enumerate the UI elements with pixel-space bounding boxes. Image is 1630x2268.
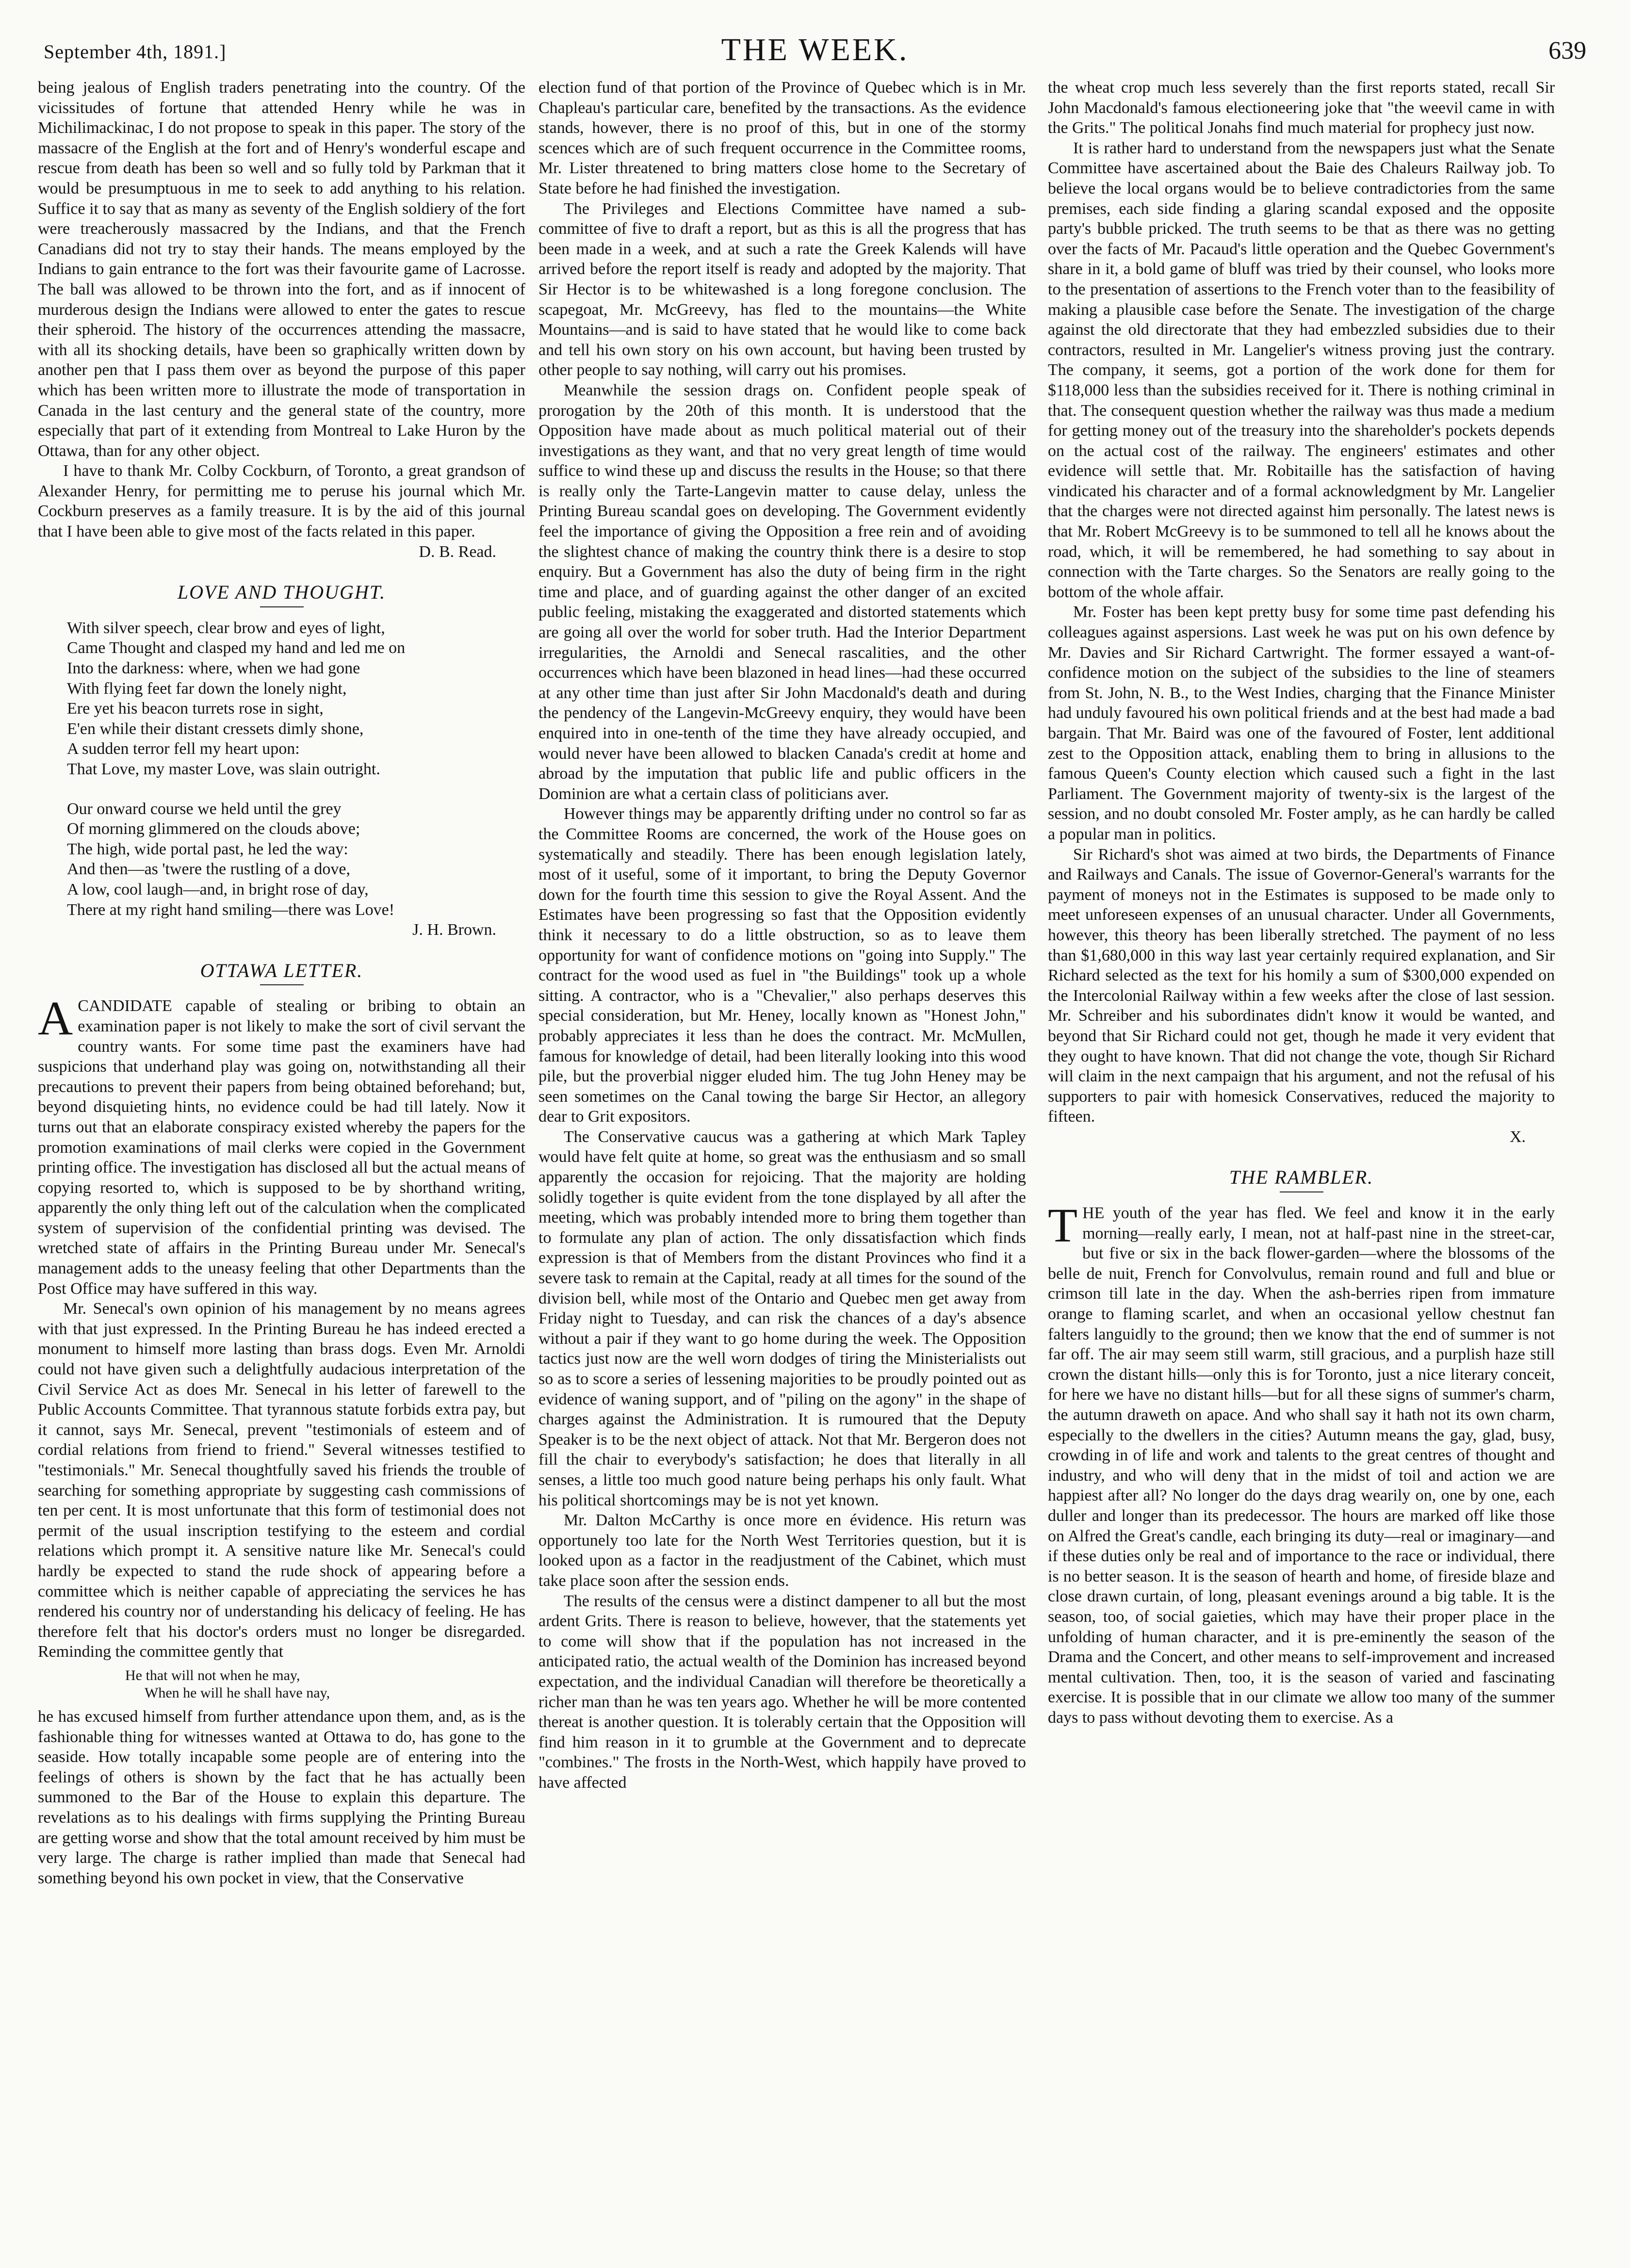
poem-line: E'en while their distant cressets dimly shone,: [67, 719, 364, 738]
poem-line: With silver speech, clear brow and eyes of light,: [67, 619, 385, 637]
section-rule: [1280, 1191, 1323, 1192]
poem-line: Ere yet his beacon turrets rose in sight,: [67, 700, 324, 718]
poem-line: And then—as 'twere the rustling of a dove,: [67, 860, 350, 879]
letter-paragraph: he has excused himself from further attendance upon them, and, as is the fashionable thing for witnesses wanted at Ottawa to do, has gone to the seaside. How totally incapable some people are of entering into the feelings of others is shown by the fact that he has actually been summoned to the Bar of the House to explain this departure. The revelations as to his dealings with firms supplying the Printing Bureau are getting worse and show that the total amount received by him must be very large. The charge is rather implied than made that Senecal had something beyond his own pocket in view, that the Conservative: [38, 1707, 525, 1887]
poem-line: With flying feet far down the lonely night,: [67, 679, 347, 698]
stanza-gap: [67, 780, 525, 799]
poem: [67, 618, 525, 920]
poem-line: That Love, my master Love, was slain outright.: [67, 760, 380, 778]
letter-paragraph: However things may be apparently drifting under no control so far as the Committee Rooms are concerned, the work of the House goes on systematically and steadily. There has been enough legislation lately, most of it useful, some of it important, to bring the Deputy Governor down for the fourth time this session to give the Royal Assent. And the Estimates have been progressing so fast that the Opposition evidently think it necessary to do a little obstruction, so as to leave them opportunity for want of confidence motions on "going into Supply." The contract for the wood used as fuel in "the Buildings" took up a whole sitting. A contractor, who is a "Chevalier," also perhaps deserves this special consideration, but Mr. Heney, locally known as "Honest John," probably appreciates it less than he does the contract. Mr. McMullen, famous for knowledge of detail, had been literally looking into this wood pile, but the proverbial nigger eluded him. The tug John Heney may be seen sometimes on the Canal towing the barge Sir Hector, an allegory dear to Grit expositors.: [538, 805, 1026, 1126]
poem-line: Came Thought and clasped my hand and led me on: [67, 639, 406, 657]
poem-line: Of morning glimmered on the clouds above;: [67, 820, 360, 838]
letter-paragraph: ACANDIDATE capable of stealing or bribing to obtain an examination paper is not likely to make the sort of civil servant the country wants. For some time past the examiners have had suspicions that underhand play was going on, notwithstanding all their precautions to prevent their papers from being obtained beforehand; but, beyond disquieting hints, no evidence could be had till lately. Now it turns out that an elaborate conspiracy existed whereby the papers for the promotion examinations of mail clerks were copied in the Government printing office. The investigation has disclosed all but the actual means of copying resorted to, which is supposed to be by shorthand writing, apparently the only thing left out of the calculation when the complicated system of supervision of the confidential printing was devised. The wretched state of affairs in the Printing Bureau under Mr. Senecal's management adds to the uneasy feeling that other Departments than the Post Office may have suffered in this way.: [38, 991, 525, 1298]
letter-signature: X.: [1509, 1127, 1526, 1146]
poem-line: There at my right hand smiling—there was Love!: [67, 900, 395, 919]
letter-paragraph: Meanwhile the session drags on. Confident people speak of prorogation by the 20th of this month. It is understood that the Opposition have made about as much political material out of their investigations as they want, and that no very great length of time would suffice to wind these up and discuss the results in the House; so that there is really only the Tarte-Langevin matter to cause delay, unless the Printing Bureau scandal goes on developing. The Government evidently feel the importance of giving the Opposition a free rein and of avoiding the slightest chance of making the country think there is a desire to stop enquiry. But a Government has also the duty of being firm in the right time and place, and of guarding against the other danger of an excited public feeling, mistaking the exaggerated and distorted statements which are going all over the world for sober truth. Had the Interior Department irregularities, the Arnoldi and Senecal rascalities, and the other occurrences which have been blazoned in head lines—had these occurred at any other time than just after Sir John Macdonald's death and during the pendency of the Langevin-McGreevy enquiry, they would have been enquired into in one-tenth of the time they have already occupied, and would never have been allowed to blacken Canada's credit at home and abroad by the imputation that public life and public officers in the Dominion are what a certain class of politicians aver.: [538, 381, 1026, 803]
issue-date: September 4th, 1891.]: [44, 41, 227, 63]
poem-line: A sudden terror fell my heart upon:: [67, 740, 300, 758]
article-continuation-paragraph: I have to thank Mr. Colby Cockburn, of Toronto, a great grandson of Alexander Henry, for permitting me to peruse his journal which Mr. Cockburn preserves as a family treasure. It is by the aid of this journal that I have been able to give most of the facts related in this paper.: [38, 462, 525, 541]
letter-paragraph: Mr. Senecal's own opinion of his management by no means agrees with that just expressed. In the Printing Bureau he has indeed erected a monument to himself more lasting than brass dogs. Even Mr. Arnoldi could not have given such a delightfully audacious interpretation of the Civil Service Act as does Mr. Senecal in his letter of farewell to the Public Accounts Committee. That tyrannous statute forbids extra pay, but it cannot, says Mr. Senecal, prevent "testimonials of esteem and of cordial relations from friend to friend." Several witnesses testified to "testimonials." Mr. Senecal thoughtfully saved his friends the trouble of searching for something appropriate by suggesting cash commissions of ten per cent. It is most unfortunate that this form of testimonial does not permit of the usual inscription testifying to the esteem and cordial relations which prompt it. A sensitive nature like Mr. Senecal's could hardly be expected to stand the rude shock of appearing before a committee which is neither capable of appreciating the services he has rendered his country nor of understanding his delicacy of feeling. He has therefore felt that his doctor's orders must no longer be disregarded. Reminding the committee gently that: [38, 1300, 525, 1661]
column-right: [1048, 78, 1555, 1728]
rambler-title: THE RAMBLER.: [1229, 1166, 1374, 1189]
letter-paragraph: The results of the census were a distinct dampener to all but the most ardent Grits. There is reason to believe, however, that the statements yet to come will show that if the population has not increased in the anticipated ratio, the actual wealth of the Dominion has increased beyond expectation, and the individual Canadian will therefore be theoretically a richer man than he was ten years ago. Whether he will be more contented thereat is another question. It is tolerably certain that the Opposition will find him reason in it to grumble at the Government and to deprecate "combines." The frosts in the North-West, which happily have proved to have affected: [538, 1592, 1026, 1792]
poem-line: The high, wide portal past, he led the way:: [67, 840, 348, 858]
publication-title: THE WEEK.: [721, 32, 909, 67]
verse-quote: [125, 1667, 525, 1702]
letter-paragraph: election fund of that portion of the Province of Quebec which is in Mr. Chapleau's particular care, benefited by the transactions. As the evidence stands, however, there is no proof of this, but in one of the stormy scences which are of such frequent occurrence in the Committee rooms, Mr. Lister threatened to bring matters close home to the Secretary of State before he had finished the investigation.: [538, 79, 1026, 197]
letter-paragraph: Mr. Dalton McCarthy is once more en évidence. His return was opportunely too late for the North West Territories question, but it is looked upon as a factor in the readjustment of the Cabinet, which must take place soon after the session ends.: [538, 1511, 1026, 1590]
quote-line: He that will not when he may,: [125, 1667, 300, 1683]
poem-title: LOVE AND THOUGHT.: [177, 581, 386, 604]
letter-paragraph: Mr. Foster has been kept pretty busy for some time past defending his colleagues against aspersions. Last week he was put on his own defence by Mr. Davies and Sir Richard Cartwright. The former essayed a want-of-confidence motion on the subject of the subsidies to the line of steamers from St. John, N. B., to the West Indies, charging that the Finance Minister had unduly favoured his own political friends and at the best had made a bad bargain. That Mr. Baird was one of the favoured of Foster, lent additional zest to the Opposition attack, enabling them to bring in allusions to the famous Queen's County election which caused such a fight in the last Parliament. The Government majority of twenty-six is the largest of the session, and no doubt consoled Mr. Foster amply, as he can hardly be called a popular man in politics.: [1048, 603, 1555, 843]
poem-line: A low, cool laugh—and, in bright rose of day,: [67, 880, 369, 898]
letter-paragraph: The Conservative caucus was a gathering at which Mark Tapley would have felt quite at home, so great was the enthusiasm and so small apparently the occasion for rejoicing. That the majority are holding solidly together is quite evident from the tone displayed by all after the meeting, which was probably intended more to bring them together than to formulate any plan of action. The only dissatisfaction which finds expression is that of Members from the distant Provinces who find it a severe task to remain at the Capital, ready at all times for the sound of the division bell, while most of the Ontario and Quebec men get away from Friday night to Tuesday, and can risk the chances of a day's absence without a pair if they want to go home during the week. The Opposition tactics just now are the well worn dodges of tiring the Ministerialists out so as to score a series of lessening majorities to be proudly pointed out as evidence of waning support, and of "piling on the agony" in the shape of charges against the Administration. It is rumoured that the Deputy Speaker is to be the next object of attack. Not that Mr. Bergeron does not fill the chair to everybody's satisfaction; he does that literally in all senses, a little too much good nature being perhaps his only fault. What his political shortcomings may be is not yet known.: [538, 1127, 1026, 1509]
letter-paragraph: It is rather hard to understand from the newspapers just what the Senate Committee have ascertained about the Baie des Chaleurs Railway job. To believe the local organs would be to believe contradictories from the same premises, each side finding a glaring scandal exposed and the opposite party's bubble pricked. The truth seems to be that as there was no getting over the facts of Mr. Pacaud's little operation and the Quebec Government's share in it, a bold game of bluff was tried by their counsel, who looks more to the presentation of assertions to the French voter than to the feasibility of making a plausible case before the Senate. The investigation of the charge against the old directorate that they had embezzled subsidies due to their contractors, resulted in Mr. Langelier's witness proving just the contrary. The company, it seems, got a portion of the work done for them for $118,000 less than the subsidies received for it. There is nothing criminal in that. The consequent question whether the railway was thus made a medium for getting money out of the treasury into the shareholder's pockets depends on the actual cost of the railway. The engineers' estimates and other evidence will settle that. Mr. Robitaille has the satisfaction of having vindicated his character and of a formal acknowledgment by Mr. Langelier that the charges were not directed against him personally. The latest news is that Mr. Robert McGreevy is to be summoned to tell all he knows about the road, which, it will be remembered, he had something to say about in connection with the Tarte charges. So the Senators are really going to the bottom of the whole affair.: [1048, 139, 1555, 601]
poem-line: Into the darkness: where, when we had gone: [67, 659, 360, 678]
author-signature: D. B. Read.: [419, 542, 496, 561]
poem-author: J. H. Brown.: [412, 921, 496, 939]
rambler-paragraph: THE youth of the year has fled. We feel and know it in the early morning—really early, I mean, not at half-past nine in the street-car, but five or six in the back flower-garden—where the blossoms of the belle de nuit, French for Convolvulus, remain round and full and blue or crimson till late in the day. When the ash-berries ripen from immature orange to flaming scarlet, and when an occasional yellow chestnut fan falters languidly to the ground; then we know that the end of summer is not far off. The air may seem still warm, still gracious, and a purplish haze still crown the distant hills—only this is for Toronto, just a nice literary conceit, for here we have no distant hills—but for all these signs of summer's charm, the autumn draweth on apace. And who shall say it hath not its own charm, especially to the dwellers in the cities? Autumn means the gay, glad, busy, crowding in of life and work and talents to the great centres of thought and industry, and who will deny that in the midst of toil and action we are happiest after all? No longer do the days drag wearily on, one by one, each duller and longer than its predecessor. The hours are marked off like those on Alfred the Great's candle, each bringing its duty—real or imaginary—and if these duties only be real and of importance to the race or individual, there is no better season. It is the season of hearth and home, of fireside blaze and close drawn curtain, of long, pleasant evenings around a big table. It is the season, too, of social gaieties, which may have their proper place in the unfolding of human character, and it is pre-eminently the season of the Drama and the Concert, and other means to self-improvement and increased mental cultivation. Then, too, it is the season of varied and fascinating exercise. It is possible that in our climate we allow too many of the summer days to pass without devoting them to exercise. As a: [1048, 1198, 1555, 1727]
poem-line: Our onward course we held until the grey: [67, 800, 342, 818]
letter-paragraph: the wheat crop much less severely than the first reports stated, recall Sir John Macdonald's famous electioneering joke that "the weevil came in with the Grits." The political Jonahs find much material for prophecy just now.: [1048, 79, 1555, 137]
quote-line: When he will he shall have nay,: [145, 1684, 330, 1701]
letter-paragraph: The Privileges and Elections Committee have named a sub-committee of five to draft a report, but as this is all the progress that has been made in a week, and at such a rate the Greek Kalends will have arrived before the report itself is ready and adopted by the majority. That Sir Hector is to be whitewashed is a long foregone conclusion. The scapegoat, Mr. McGreevy, has fled to the mountains—the White Mountains—and is said to have stated that he would like to come back and tell his own story on his own account, but having been trusted by other people to say nothing, will carry out his promises.: [538, 199, 1026, 379]
column-middle: [538, 78, 1026, 1793]
section-rule: [260, 606, 304, 607]
column-left: [38, 78, 525, 1888]
letter-title: OTTAWA LETTER.: [200, 959, 363, 981]
page-header: [44, 27, 1586, 70]
letter-paragraph: Sir Richard's shot was aimed at two birds, the Departments of Finance and Railways and Canals. The issue of Governor-General's warrants for the payment of moneys not in the Estimates is supposed to be made only to meet unforeseen expenses of an unusual character. Under all Governments, however, this theory has been liberally stretched. The payment of no less than $1,680,000 in this way last year certainly required explanation, and Sir Richard selected as the text for his homily a sum of $300,000 expended on the Intercolonial Railway within a few weeks after the close of last session. Mr. Schreiber and his subordinates didn't know it would be wanted, and beyond that Sir Richard could not get, though he made it very evident that they ought to have known. That did not change the vote, though Sir Richard will claim in the next campaign that his argument, and not the refusal of his supporters to pair with homesick Conservatives, reduced the majority to fifteen.: [1048, 845, 1555, 1126]
article-continuation-paragraph: being jealous of English traders penetrating into the country. Of the vicissitudes of fortune that attended Henry while he was in Michilimackinac, I do not propose to speak in this paper. The story of the massacre of the English at the fort and of Henry's wonderful escape and rescue from death has been so well and so fully told by Parkman that it would be presumptuous in me to seek to add anything to his relation. Suffice it to say that as many as seventy of the English soldiery of the fort were treacherously massacred by the Indians, and that the French Canadians did not try to stay their hands. The means employed by the Indians to gain entrance to the fort was their favourite game of Lacrosse. The ball was allowed to be thrown into the fort, and as if innocent of murderous design the Indians were allowed to enter the gates to rescue their spheroid. The history of the occurrences attending the massacre, with all its shocking details, have been so graphically written down by another pen that I pass them over as beyond the purpose of this paper which has been written more to illustrate the mode of transportation in Canada in the last century and the general state of the country, more especially that part of it extending from Montreal to Lake Huron by the Ottawa, than for any other object.: [38, 79, 525, 460]
page-number: 639: [1548, 37, 1586, 65]
section-rule: [260, 984, 304, 985]
